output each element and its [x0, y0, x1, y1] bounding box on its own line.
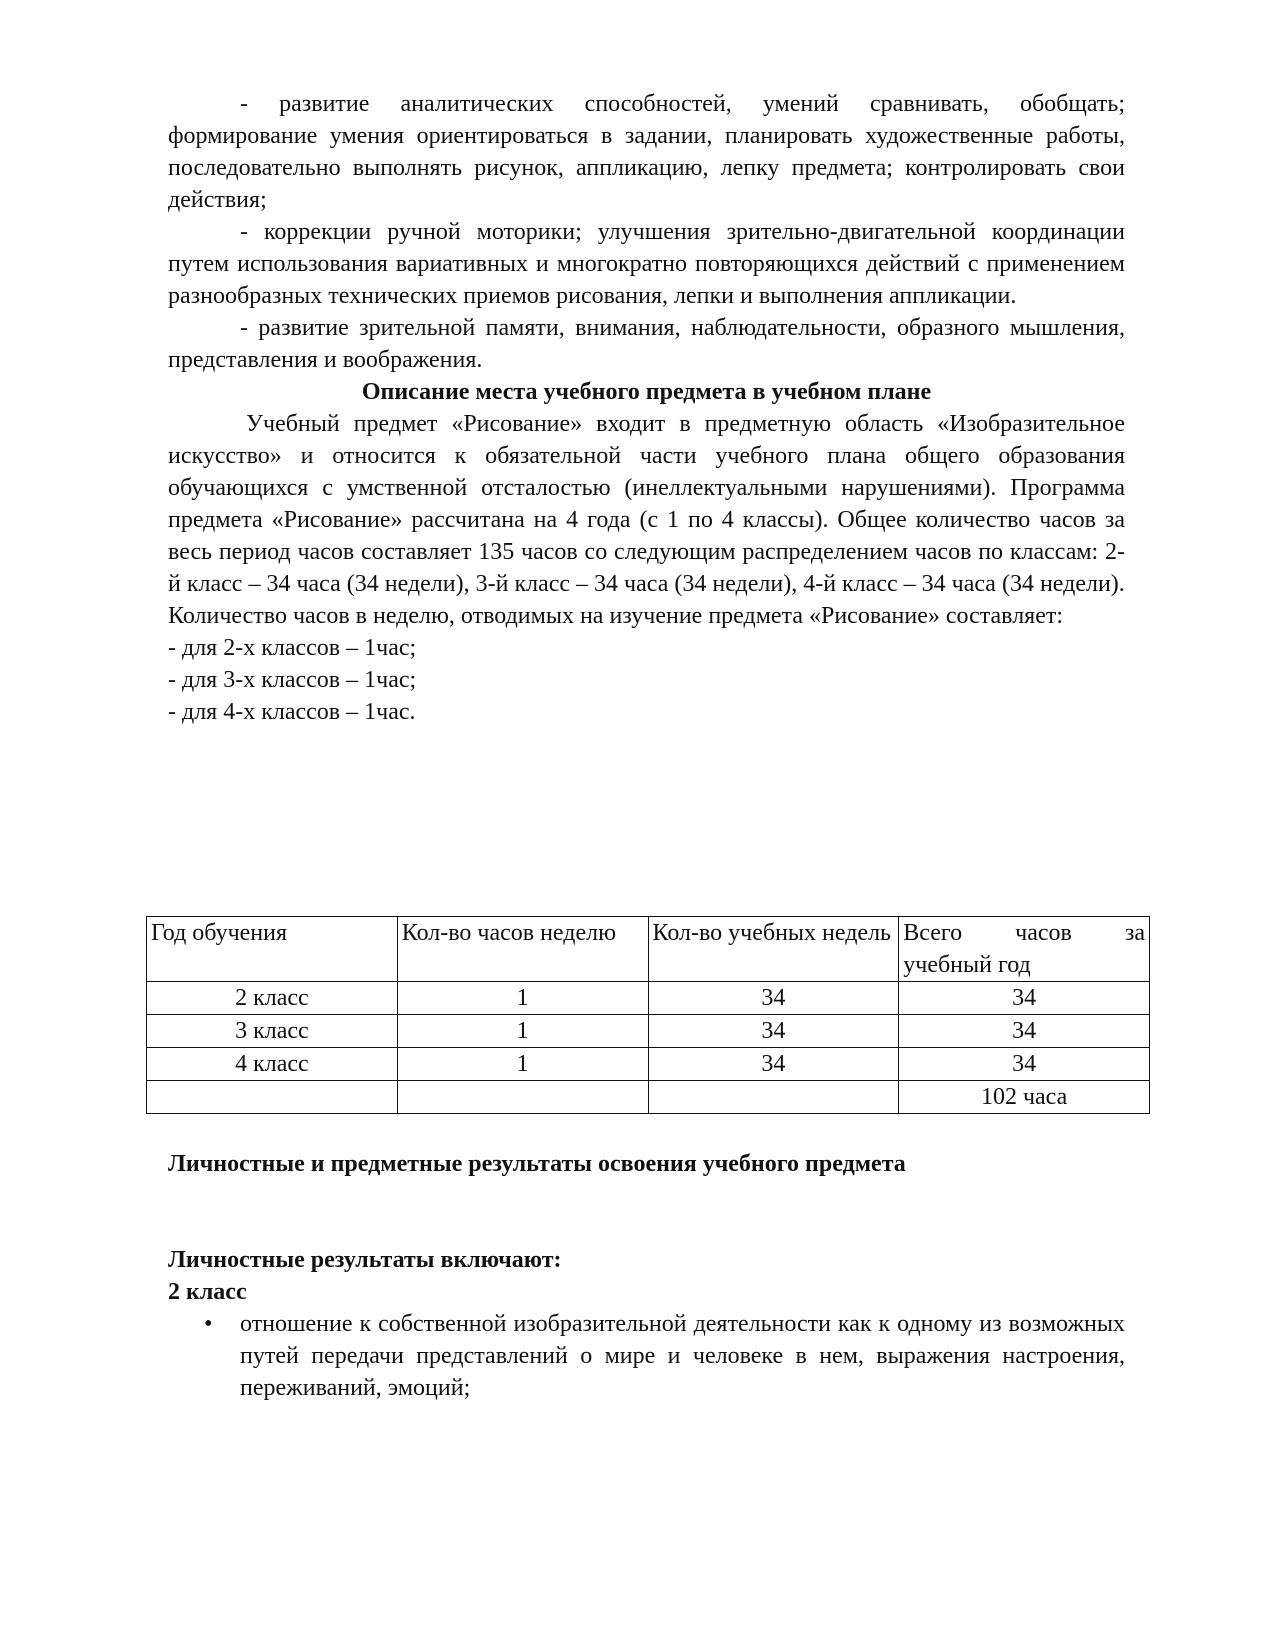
- table-total-row: [147, 1081, 1150, 1114]
- table-cell: 34: [648, 1048, 899, 1081]
- hours-intro: Количество часов в неделю, отводимых на изучение предмета «Рисование» составляет:: [168, 603, 1064, 629]
- table-row: [147, 982, 1150, 1015]
- results-heading: Личностные и предметные результаты освоения учебного предмета: [168, 1151, 906, 1177]
- bullet-text: отношение к собственной изобразительной деятельности как к одному из возможных путей передачи представлений о мире и человеке в нем, выражения настроения, переживаний, эмоций;: [240, 1311, 1125, 1401]
- table-total-cell: 102 часа: [899, 1081, 1150, 1114]
- table-cell: 34: [648, 1015, 899, 1048]
- table-cell: 34: [899, 1048, 1150, 1081]
- bullet-icon: •: [204, 1311, 213, 1337]
- table-cell: 3 класс: [147, 1015, 398, 1048]
- table-row: [147, 1048, 1150, 1081]
- table-cell: [147, 1081, 398, 1114]
- table-cell: 1: [397, 982, 648, 1015]
- bullet-list-item: [168, 1308, 1125, 1404]
- table-row: [147, 1015, 1150, 1048]
- table-cell: 2 класс: [147, 982, 398, 1015]
- table-cell: 1: [397, 1015, 648, 1048]
- section-heading: Описание места учебного предмета в учебном плане: [361, 379, 932, 405]
- section-paragraph: Учебный предмет «Рисование» входит в предметную область «Изобразительное искусство» и относится к обязательной части учебного плана общего образования обучающихся с умственной отсталостью (инеллектуальными нарушениями). Программа предмета «Рисование» рассчитана на 4 года (с 1 по 4 классы). Общее количество часов за весь период часов составляет 135 часов со следующим распределением часов по классам: 2-й класс – 34 часа (34 недели), 3-й класс – 34 часа (34 недели), 4-й класс – 34 часа (34 недели).: [168, 411, 1125, 597]
- table-cell: [648, 1081, 899, 1114]
- document-body: [168, 88, 1125, 728]
- table-cell: [397, 1081, 648, 1114]
- intro-paragraph: - коррекции ручной моторики; улучшения зрительно-двигательной координации путем использования вариативных и многократно повторяющихся действий с применением разнообразных технических приемов рисования, лепки и выполнения аппликации.: [168, 219, 1125, 309]
- table-header-cell: Год обучения: [147, 917, 398, 982]
- table-header-row: [147, 917, 1150, 982]
- intro-paragraph: - развитие аналитических способностей, умений сравнивать, обобщать; формирование умения ориентироваться в задании, планировать художественные работы, последовательно выполнять рисунок, аппликацию, лепку предмета; контролировать свои действия;: [168, 91, 1125, 213]
- hours-list-item: - для 2-х классов – 1час;: [168, 635, 417, 661]
- table-cell: 34: [899, 1015, 1150, 1048]
- table-cell: 4 класс: [147, 1048, 398, 1081]
- table-cell: 34: [648, 982, 899, 1015]
- hours-table: [146, 916, 1150, 1114]
- grade-heading: 2 класс: [168, 1279, 247, 1305]
- intro-paragraph: - развитие зрительной памяти, внимания, наблюдательности, образного мышления, представления и воображения.: [168, 315, 1125, 373]
- table-header-cell: Всего часов за учебный год: [899, 917, 1150, 982]
- table-cell: 34: [899, 982, 1150, 1015]
- hours-list-item: - для 3-х классов – 1час;: [168, 667, 417, 693]
- table-cell: 1: [397, 1048, 648, 1081]
- personal-results-heading: Личностные результаты включают:: [168, 1247, 562, 1273]
- table-header-cell: Кол-во учебных недель: [648, 917, 899, 982]
- hours-list-item: - для 4-х классов – 1час.: [168, 699, 416, 725]
- table-header-cell: Кол-во часов неделю: [397, 917, 648, 982]
